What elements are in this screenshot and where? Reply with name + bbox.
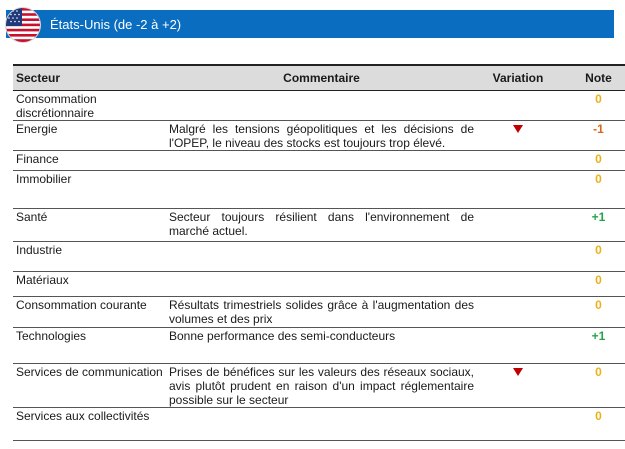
table-row <box>13 91 625 121</box>
sector-comment: Malgré les tensions géopolitiques et les décisions de l'OPEP, le niveau des stocks est toujours trop élevé. <box>166 121 477 151</box>
sector-variation <box>477 242 559 272</box>
sector-name: Energie <box>13 121 166 151</box>
column-header-comment: Commentaire <box>166 65 477 91</box>
table-header-row <box>13 65 625 91</box>
sector-name: Immobilier <box>13 171 166 209</box>
table-row <box>13 328 625 364</box>
sector-comment: Prises de bénéfices sur les valeurs des réseaux sociaux, avis plutôt prudent en raison d'un impact réglementaire possible sur le secteur <box>166 364 477 408</box>
sector-comment: Bonne performance des semi-conducteurs <box>166 328 477 364</box>
column-header-note: Note <box>559 65 625 91</box>
sector-comment <box>166 91 477 121</box>
sector-note: 0 <box>559 91 625 121</box>
sector-note: 0 <box>559 171 625 209</box>
sector-comment <box>166 171 477 209</box>
region-banner <box>6 10 614 38</box>
sector-note: +1 <box>559 328 625 364</box>
table-row <box>13 364 625 408</box>
sector-table <box>13 64 625 441</box>
sector-comment <box>166 151 477 171</box>
sector-variation <box>477 91 559 121</box>
sector-name: Matériaux <box>13 272 166 297</box>
sector-name: Services de communication <box>13 364 166 408</box>
sector-variation <box>477 408 559 441</box>
down-arrow-icon <box>513 125 523 133</box>
sector-variation <box>477 272 559 297</box>
sector-name: Santé <box>13 209 166 242</box>
column-header-sector: Secteur <box>13 65 166 91</box>
sector-note: 0 <box>559 272 625 297</box>
table-row <box>13 408 625 441</box>
sector-comment: Résultats trimestriels solides grâce à l'augmentation des volumes et des prix <box>166 297 477 328</box>
sector-comment: Secteur toujours résilient dans l'environnement de marché actuel. <box>166 209 477 242</box>
us-flag-icon <box>6 8 40 42</box>
sector-variation <box>477 121 559 151</box>
sector-name: Finance <box>13 151 166 171</box>
sector-variation <box>477 364 559 408</box>
sector-note: -1 <box>559 121 625 151</box>
sector-note: 0 <box>559 151 625 171</box>
sector-variation <box>477 328 559 364</box>
column-header-variation: Variation <box>477 65 559 91</box>
sector-note: 0 <box>559 364 625 408</box>
sector-name: Industrie <box>13 242 166 272</box>
down-arrow-icon <box>513 368 523 376</box>
table-row <box>13 297 625 328</box>
sector-comment <box>166 242 477 272</box>
sector-comment <box>166 272 477 297</box>
sector-variation <box>477 151 559 171</box>
sector-variation <box>477 209 559 242</box>
sector-variation <box>477 171 559 209</box>
table-row <box>13 209 625 242</box>
sector-comment <box>166 408 477 441</box>
sector-name: Consommation discrétionnaire <box>13 91 166 121</box>
table-row <box>13 151 625 171</box>
sector-name: Consommation courante <box>13 297 166 328</box>
sector-name: Technologies <box>13 328 166 364</box>
sector-variation <box>477 297 559 328</box>
sector-note: 0 <box>559 242 625 272</box>
table-row <box>13 121 625 151</box>
sector-note: +1 <box>559 209 625 242</box>
table-row <box>13 171 625 209</box>
table-row <box>13 242 625 272</box>
sector-note: 0 <box>559 408 625 441</box>
sector-note: 0 <box>559 297 625 328</box>
table-row <box>13 272 625 297</box>
region-title: États-Unis (de -2 à +2) <box>50 16 182 32</box>
sector-name: Services aux collectivités <box>13 408 166 441</box>
